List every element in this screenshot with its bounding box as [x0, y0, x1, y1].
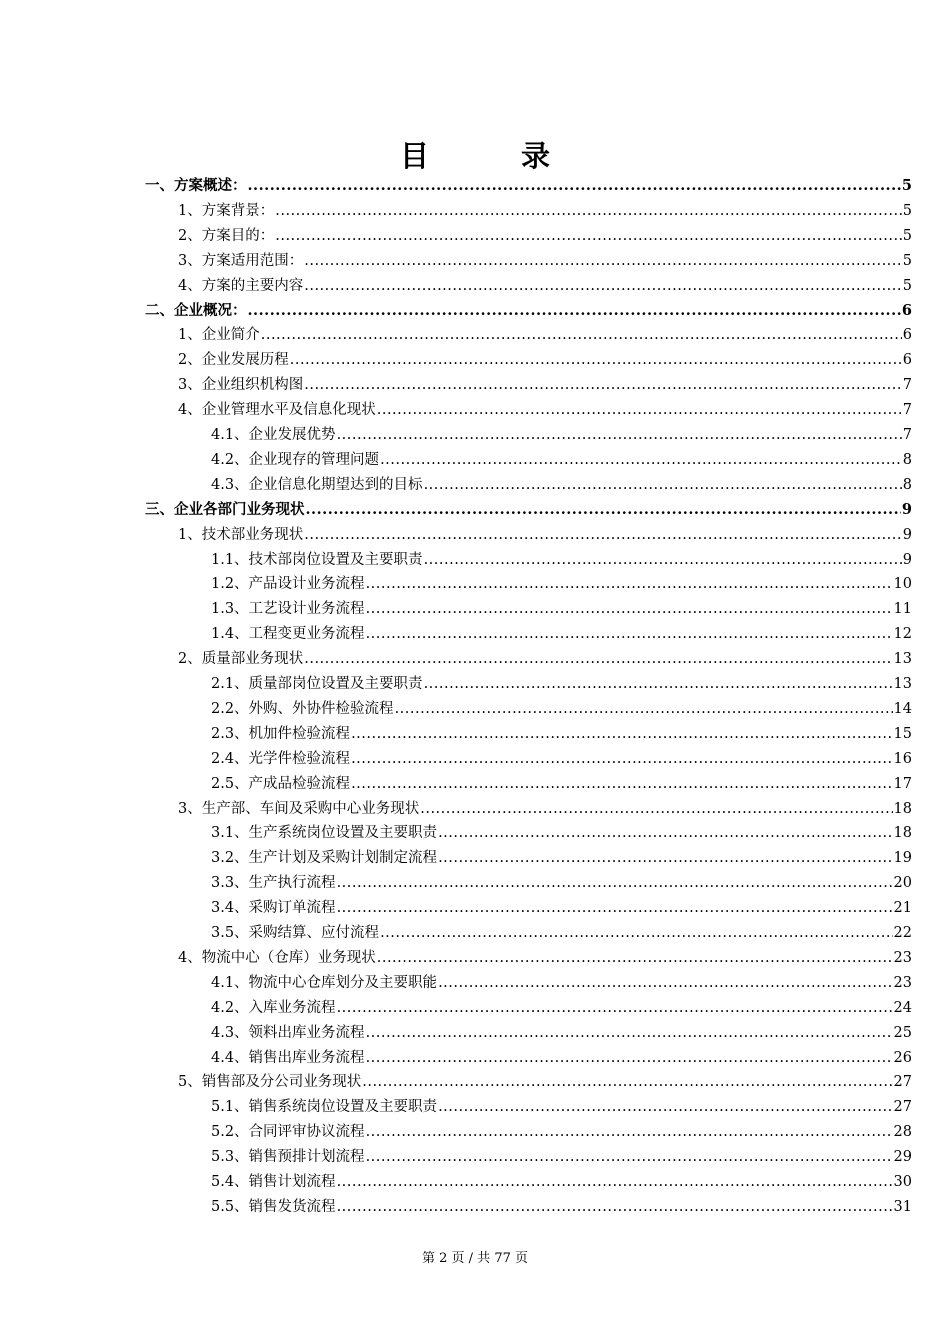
toc-entry[interactable]: [178, 251, 912, 271]
toc-entry-label: 1、技术部业务现状: [178, 526, 304, 543]
toc-entry-label: 4.1、企业发展优势: [211, 427, 336, 443]
toc-dot-leader: [261, 325, 902, 345]
toc-entry-page: 12: [893, 626, 912, 643]
toc-entry-label: 2、质量部业务现状: [178, 651, 304, 668]
toc-entry[interactable]: [145, 500, 912, 520]
toc-dot-leader: [366, 624, 893, 644]
toc-dot-leader: [366, 1048, 893, 1068]
toc-entry-label: 2.5、产成品检验流程: [211, 775, 351, 792]
toc-dot-leader: [420, 799, 892, 819]
toc-dot-leader: [362, 1072, 892, 1092]
toc-entry[interactable]: [211, 1147, 912, 1167]
toc-entry-label: 4、物流中心（仓库）业务现状: [178, 949, 376, 966]
toc-entry-page: 30: [893, 1174, 912, 1190]
toc-entry[interactable]: [178, 226, 912, 246]
toc-dot-leader: [351, 724, 892, 744]
toc-dot-leader: [304, 525, 902, 545]
toc-entry[interactable]: [211, 574, 912, 594]
toc-entry[interactable]: [178, 649, 912, 669]
toc-entry-label: 3、企业组织机构图: [178, 377, 304, 394]
toc-dot-leader: [380, 450, 902, 470]
toc-entry-page: 6: [901, 301, 912, 319]
toc-title: [0, 134, 950, 175]
toc-entry-page: 5: [901, 177, 912, 194]
toc-entry-page: 27: [893, 1099, 912, 1116]
toc-dot-leader: [337, 998, 893, 1018]
toc-entry[interactable]: [178, 350, 912, 370]
toc-entry-label: 3、方案适用范围：: [178, 252, 304, 269]
toc-entry-page: 28: [893, 1124, 912, 1141]
toc-entry-page: 18: [893, 800, 912, 817]
toc-dot-leader: [337, 425, 902, 445]
toc-entry-page: 17: [893, 775, 912, 792]
toc-entry[interactable]: [211, 1048, 912, 1068]
toc-dot-leader: [275, 226, 902, 246]
toc-entry-page: 26: [893, 1049, 912, 1066]
page-footer: 第 2 页 / 共 77 页: [422, 1251, 528, 1266]
toc-entry[interactable]: [211, 699, 912, 719]
toc-entry-label: 1.4、工程变更业务流程: [211, 626, 365, 643]
toc-dot-leader: [351, 749, 892, 769]
toc-entry-page: 15: [893, 725, 912, 742]
toc-entry-label: 3.2、生产计划及采购计划制定流程: [211, 850, 438, 867]
toc-entry[interactable]: [211, 848, 912, 868]
toc-entry-page: 11: [893, 601, 912, 618]
toc-title-left: 目: [399, 139, 429, 173]
toc-entry-label: 4、方案的主要内容: [178, 277, 304, 294]
toc-entry-page: 16: [893, 750, 912, 767]
toc-entry-page: 13: [893, 676, 912, 692]
toc-entry-label: 4.2、企业现存的管理问题: [211, 451, 380, 468]
toc-entry[interactable]: [211, 1023, 912, 1043]
toc-title-right: 录: [521, 139, 551, 173]
toc-entry[interactable]: [211, 873, 912, 893]
toc-entry-label: 4.3、企业信息化期望达到的目标: [211, 476, 423, 493]
toc-entry[interactable]: [211, 1172, 912, 1192]
toc-entry-page: 22: [893, 925, 912, 941]
toc-entry-page: 9: [902, 551, 912, 568]
toc-entry-label: 2、方案目的：: [178, 227, 275, 244]
toc-entry-label: 5.3、销售预排计划流程: [211, 1149, 365, 1166]
toc-dot-leader: [275, 201, 902, 221]
toc-entry[interactable]: [211, 599, 912, 619]
toc-entry-label: 2.3、机加件检验流程: [211, 725, 351, 742]
toc-dot-leader: [337, 1197, 893, 1217]
toc-entry-label: 二、企业概况：: [145, 301, 247, 319]
toc-entry-label: 3、生产部、车间及采购中心业务现状: [178, 800, 420, 817]
toc-dot-leader: [337, 898, 893, 918]
toc-entry[interactable]: [178, 375, 912, 395]
toc-entry-label: 5.2、合同评审协议流程: [211, 1124, 365, 1141]
toc-entry-label: 3.1、生产系统岗位设置及主要职责: [211, 825, 438, 842]
toc-entry-page: 5: [902, 202, 912, 219]
toc-entry-page: 24: [893, 999, 912, 1016]
toc-entry[interactable]: [211, 1122, 912, 1142]
toc-entry[interactable]: [145, 176, 912, 196]
toc-entry[interactable]: [178, 201, 912, 221]
toc-dot-leader: [377, 400, 902, 420]
toc-entry[interactable]: [211, 674, 912, 694]
toc-entry-page: 9: [902, 526, 912, 543]
toc-entry-label: 1.1、技术部岗位设置及主要职责: [211, 551, 423, 568]
toc-dot-leader: [304, 276, 902, 296]
toc-dot-leader: [304, 375, 902, 395]
toc-entry-label: 5.5、销售发货流程: [211, 1198, 336, 1215]
toc-entry-page: 13: [893, 651, 912, 668]
toc-entry[interactable]: [211, 823, 912, 843]
toc-entry[interactable]: [211, 425, 912, 445]
toc-dot-leader: [366, 1023, 893, 1043]
toc-entry[interactable]: [211, 624, 912, 644]
toc-dot-leader: [366, 599, 893, 619]
toc-entry[interactable]: [211, 475, 912, 495]
toc-entry-page: 21: [893, 900, 912, 917]
toc-entry[interactable]: [211, 898, 912, 918]
toc-entry-label: 2.4、光学件检验流程: [211, 750, 351, 767]
toc-entry[interactable]: [211, 450, 912, 470]
toc-entry[interactable]: [145, 301, 912, 321]
toc-entry-label: 5.4、销售计划流程: [211, 1174, 336, 1190]
toc-entry-label: 1、方案背景：: [178, 202, 275, 219]
toc-dot-leader: [337, 1172, 893, 1192]
toc-dot-leader: [306, 500, 901, 520]
toc-dot-leader: [351, 774, 892, 794]
toc-entry-page: 23: [893, 949, 912, 966]
toc-entry-page: 7: [902, 427, 912, 443]
toc-dot-leader: [395, 699, 893, 719]
toc-entry-label: 三、企业各部门业务现状: [145, 500, 305, 518]
toc-entry[interactable]: [178, 1072, 912, 1092]
toc-entry[interactable]: [178, 400, 912, 420]
toc-entry-label: 4、企业管理水平及信息化现状: [178, 402, 376, 419]
toc-dot-leader: [366, 1147, 893, 1167]
toc-entry[interactable]: [178, 948, 912, 968]
toc-entry-page: 6: [902, 327, 912, 344]
toc-entry[interactable]: [211, 749, 912, 769]
toc-entry-label: 4.2、入库业务流程: [211, 999, 336, 1016]
toc-entry-label: 5、销售部及分公司业务现状: [178, 1074, 362, 1091]
toc-dot-leader: [248, 176, 901, 196]
toc-entry-label: 2、企业发展历程: [178, 352, 289, 369]
toc-dot-leader: [424, 674, 893, 694]
toc-dot-leader: [248, 301, 901, 321]
toc-entry[interactable]: [178, 525, 912, 545]
toc-entry-page: 19: [893, 850, 912, 867]
toc-dot-leader: [438, 823, 892, 843]
toc-dot-leader: [438, 973, 892, 993]
toc-dot-leader: [337, 873, 893, 893]
toc-dot-leader: [424, 550, 902, 570]
toc-dot-leader: [366, 1122, 893, 1142]
toc-entry[interactable]: [211, 724, 912, 744]
toc-entry[interactable]: [211, 923, 912, 943]
toc-entry-label: 3.3、生产执行流程: [211, 875, 336, 892]
toc-entry-label: 4.1、物流中心仓库划分及主要职能: [211, 974, 438, 991]
toc-entry-label: 4.3、领料出库业务流程: [211, 1024, 365, 1041]
toc-entry-page: 25: [893, 1024, 912, 1041]
toc-dot-leader: [424, 475, 902, 495]
toc-entry-label: 3.4、采购订单流程: [211, 900, 336, 917]
toc-entry-page: 23: [893, 974, 912, 991]
toc-dot-leader: [290, 350, 902, 370]
toc-entry-page: 5: [902, 227, 912, 244]
toc-entry-page: 18: [893, 825, 912, 842]
toc-dot-leader: [380, 923, 892, 943]
toc-entry-page: 9: [901, 500, 912, 518]
toc-entry[interactable]: [178, 799, 912, 819]
toc-entry-page: 31: [893, 1198, 912, 1215]
toc-entry-label: 4.4、销售出库业务流程: [211, 1049, 365, 1066]
toc-entry-label: 1.2、产品设计业务流程: [211, 576, 365, 593]
toc-entry-page: 7: [902, 402, 912, 419]
toc-entry-label: 一、方案概述：: [145, 177, 247, 194]
toc-entry[interactable]: [178, 325, 912, 345]
toc-entry[interactable]: [178, 276, 912, 296]
toc-entry[interactable]: [211, 550, 912, 570]
toc-entry-label: 1、企业简介: [178, 327, 260, 344]
toc-entry[interactable]: [211, 973, 912, 993]
toc-entry[interactable]: [211, 998, 912, 1018]
toc-dot-leader: [304, 251, 902, 271]
toc-entry-page: 5: [902, 277, 912, 294]
toc-entry-page: 6: [902, 352, 912, 369]
toc-dot-leader: [438, 1097, 892, 1117]
toc-entry-label: 5.1、销售系统岗位设置及主要职责: [211, 1099, 438, 1116]
toc-entry-page: 7: [902, 377, 912, 394]
toc-dot-leader: [366, 574, 893, 594]
toc-entry[interactable]: [211, 1197, 912, 1217]
toc-entry-label: 2.1、质量部岗位设置及主要职责: [211, 676, 423, 692]
toc-entry-page: 29: [893, 1149, 912, 1166]
toc-entry-page: 14: [893, 700, 912, 717]
toc-dot-leader: [377, 948, 893, 968]
toc-entry-page: 20: [893, 875, 912, 892]
toc-dot-leader: [304, 649, 892, 669]
toc-entry[interactable]: [211, 1097, 912, 1117]
toc-entry-label: 2.2、外购、外协件检验流程: [211, 700, 394, 717]
toc-entry[interactable]: [211, 774, 912, 794]
toc-entry-page: 8: [902, 451, 912, 468]
toc-entry-label: 1.3、工艺设计业务流程: [211, 601, 365, 618]
toc-entry-label: 3.5、采购结算、应付流程: [211, 925, 380, 941]
toc-dot-leader: [438, 848, 892, 868]
toc-entry-page: 5: [902, 252, 912, 269]
toc-entry-page: 10: [893, 576, 912, 593]
toc-entry-page: 27: [893, 1074, 912, 1091]
toc-entry-page: 8: [902, 476, 912, 493]
